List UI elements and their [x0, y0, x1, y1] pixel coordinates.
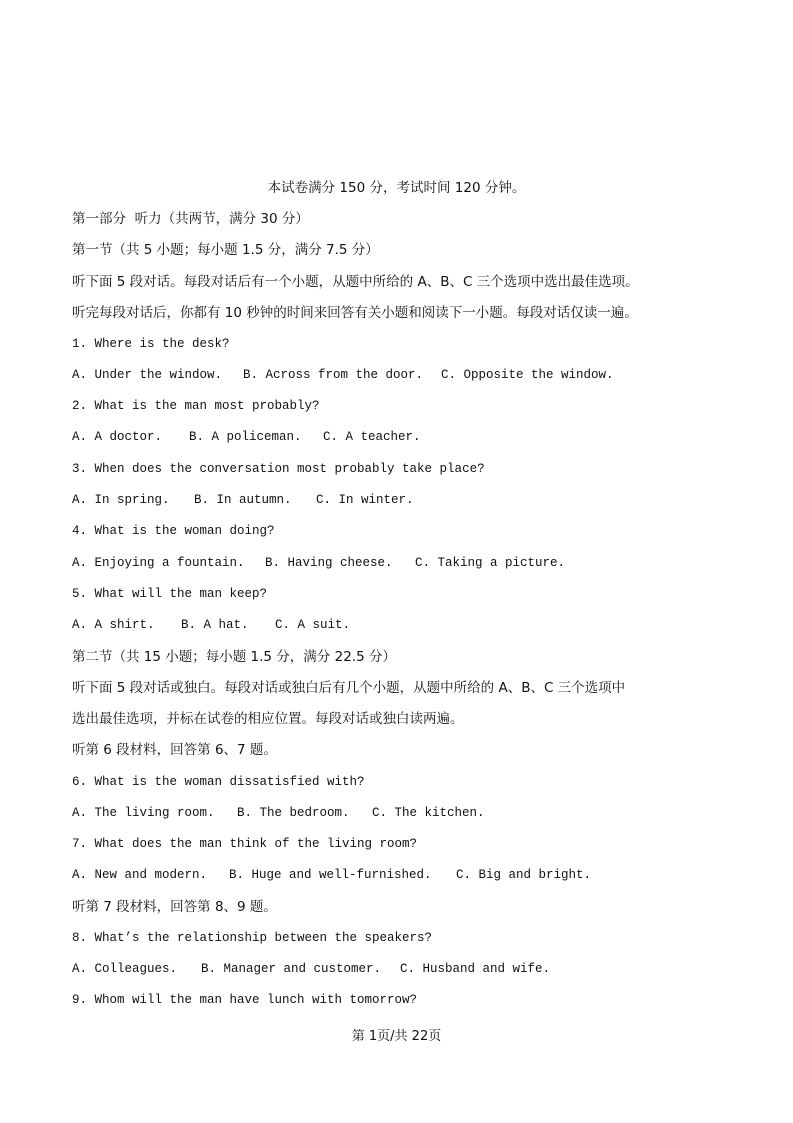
q8-option-c: C. Husband and wife. — [400, 962, 551, 976]
q8-option-a: A. Colleagues. — [72, 962, 178, 976]
section2-instruction-2: 选出最佳选项，并标在试卷的相应位置。每段对话或独白读两遍。 — [72, 711, 464, 727]
q1-option-c: C. Opposite the window. — [441, 368, 614, 382]
q2-option-a: A. A doctor. — [72, 430, 163, 444]
q3-option-c: C. In winter. — [316, 493, 414, 507]
q7-option-b: B. Huge and well-furnished. — [229, 868, 432, 882]
q6-option-a: A. The living room. — [72, 806, 215, 820]
q7-option-a: A. New and modern. — [72, 868, 208, 882]
q5-option-a: A. A shirt. — [72, 618, 155, 632]
section2-title: 第二节（共 15 小题；每小题 1.5 分，满分 22.5 分） — [72, 649, 396, 665]
q4-option-b: B. Having cheese. — [265, 556, 393, 570]
question-4: 4. What is the woman doing? — [72, 524, 275, 538]
section1-instruction-2: 听完每段对话后，你都有 10 秒钟的时间来回答有关小题和阅读下一小题。每段对话仅读一遍。 — [72, 305, 638, 321]
q2-option-c: C. A teacher. — [323, 430, 421, 444]
question-1: 1. Where is the desk? — [72, 337, 230, 351]
question-5: 5. What will the man keep? — [72, 587, 268, 601]
q6-option-c: C. The kitchen. — [372, 806, 485, 820]
question-8: 8. What’s the relationship between the speakers? — [72, 931, 433, 945]
part1-title: 第一部分 听力（共两节，满分 30 分） — [72, 211, 309, 227]
question-6: 6. What is the woman dissatisfied with? — [72, 775, 365, 789]
q2-option-b: B. A policeman. — [189, 430, 302, 444]
q7-option-c: C. Big and bright. — [456, 868, 592, 882]
q5-option-c: C. A suit. — [275, 618, 351, 632]
q4-option-a: A. Enjoying a fountain. — [72, 556, 245, 570]
material-7-heading: 听第 7 段材料，回答第 8、9 题。 — [72, 899, 277, 915]
q5-option-b: B. A hat. — [181, 618, 249, 632]
q1-option-b: B. Across from the door. — [243, 368, 424, 382]
question-9: 9. Whom will the man have lunch with tomorrow? — [72, 993, 418, 1007]
section2-instruction-1: 听下面 5 段对话或独白。每段对话或独白后有几个小题，从题中所给的 A、B、C 三个选项中 — [72, 680, 626, 696]
q6-option-b: B. The bedroom. — [237, 806, 350, 820]
question-2: 2. What is the man most probably? — [72, 399, 320, 413]
question-7: 7. What does the man think of the living room? — [72, 837, 418, 851]
section1-title: 第一节（共 5 小题；每小题 1.5 分，满分 7.5 分） — [72, 242, 379, 258]
section1-instruction-1: 听下面 5 段对话。每段对话后有一个小题，从题中所给的 A、B、C 三个选项中选出最佳选项。 — [72, 274, 639, 290]
q4-option-c: C. Taking a picture. — [415, 556, 566, 570]
q8-option-b: B. Manager and customer. — [201, 962, 382, 976]
q3-option-b: B. In autumn. — [194, 493, 292, 507]
question-3: 3. When does the conversation most probably take place? — [72, 462, 485, 476]
exam-header: 本试卷满分 150 分，考试时间 120 分钟。 — [267, 180, 526, 196]
material-6-heading: 听第 6 段材料，回答第 6、7 题。 — [72, 742, 277, 758]
page-footer: 第 1页/共 22页 — [351, 1029, 442, 1044]
q3-option-a: A. In spring. — [72, 493, 170, 507]
q1-option-a: A. Under the window. — [72, 368, 223, 382]
